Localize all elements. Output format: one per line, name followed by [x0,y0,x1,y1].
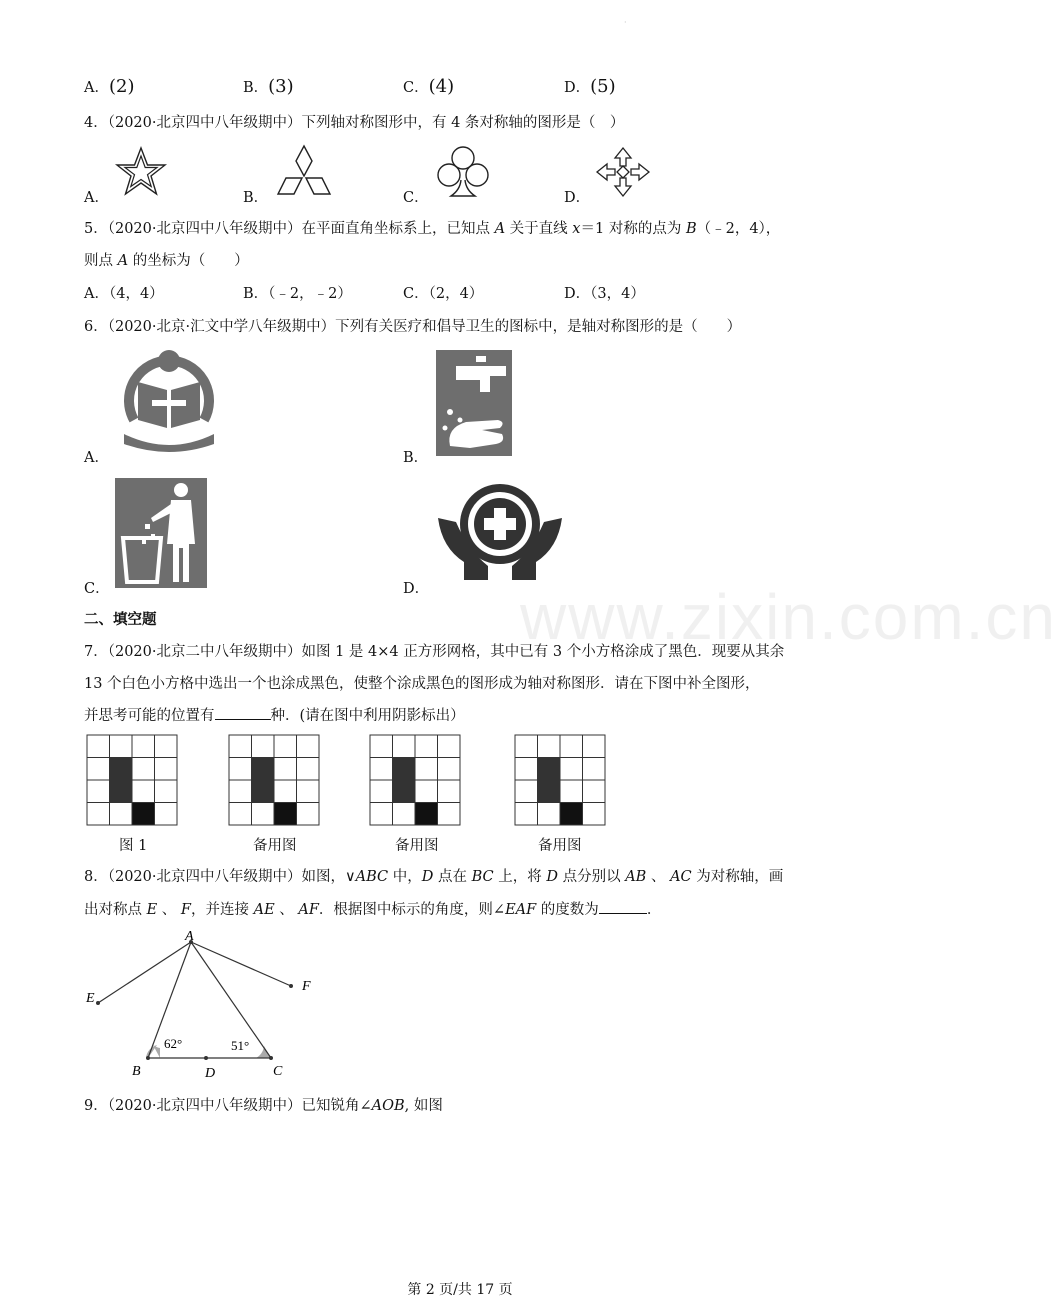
q8-angle-eaf: ∠EAF [492,902,537,918]
q8-period: ． [646,902,662,918]
q9-text-2: , 如图 [404,1098,443,1114]
grid-figure-3 [369,734,463,828]
q5-option-c: C．（2，4） [403,286,484,302]
q8-text-5: 点分别以 [557,869,626,885]
q8-seg-ac: AC [670,869,692,885]
q3-option-a: A．(2) [84,76,135,97]
club-figure [434,144,492,200]
q8-line1 [84,865,783,886]
q5-text-3: ＝1 对称的点为 [580,221,686,237]
medical-cross-hands-icon [434,478,566,588]
grid-caption-2: 备用图 [253,838,297,854]
q8-sep-3: 、 [274,902,299,918]
label-e: E [86,991,95,1006]
header-dot: · [624,18,627,27]
q8-point-e: E [146,902,158,918]
q6-option-c-label: C． [84,581,110,597]
grid-figure-2 [228,734,322,828]
q8-point-d-2: D [546,869,558,885]
label-d: D [205,1066,216,1081]
q8-point-d: D [421,869,434,885]
triangle-figure [80,924,330,1082]
watermark: www.zixin.com.cn [520,581,1057,653]
q9-text-1: 9．（2020·北京四中八年级期中）已知锐角 [84,1098,360,1114]
label-f: F [302,979,311,994]
q8-text-7: 出对称点 [84,902,147,918]
q7-line2: 13 个白色小方格中选出一个也涂成黑色，使整个涂成黑色的图形成为轴对称图形．请在下图中补全图形， [84,676,760,692]
grid-caption-1: 图 1 [119,838,148,854]
q7-line1: 7．（2020·北京二中八年级期中）如图 1 是 4×4 正方形网格，其中已有 3 个小方格涂成了黑色．现要从其余 [84,644,785,660]
q7-answer-blank[interactable] [215,705,271,720]
q3-option-b: B．(3) [243,76,294,97]
q8-seg-ae: AE [253,902,275,918]
q8-line2 [84,898,661,919]
q8-seg-ab: AB [625,869,647,885]
q9-stem [84,1094,443,1115]
q8-text-4: 上，将 [493,869,547,885]
q3-option-c: C．(4) [403,76,455,97]
q8-point-f: F [180,902,191,918]
q8-text-3: 点在 [433,869,472,885]
triangle-symbol: ∨ [345,869,356,885]
label-c: C [273,1064,283,1079]
q6-option-d-label: D． [403,581,430,597]
q5-text-6: 的坐标为（ ） [128,253,249,269]
q8-text-1: 8．（2020·北京四中八年级期中）如图， [84,869,345,885]
q8-text-8: ，并连接 [190,902,254,918]
label-a: A [185,929,194,944]
q4-option-d-label: D． [564,190,591,206]
q8-triangle-name: ABC [355,869,389,885]
grid-figure-1 [86,734,180,828]
q3-option-d: D．(5) [564,76,616,97]
q4-option-c-label: C． [403,190,429,206]
q5-point-b: B [685,221,697,237]
grid-caption-4: 备用图 [538,838,582,854]
q5-text-4: （﹣2，4）， [696,221,781,237]
q6-option-a-label: A． [84,450,109,466]
q8-text-6: 为对称轴，画 [691,869,784,885]
q8-sep-2: 、 [157,902,181,918]
trash-bin-icon [115,478,207,588]
q8-sep-1: 、 [646,869,671,885]
label-b: B [132,1064,141,1079]
q5-point-a: A [494,221,506,237]
q5-point-a-2: A [117,253,129,269]
q8-seg-bc: BC [471,869,494,885]
reading-icon [118,348,220,454]
label-angle-b: 62° [164,1036,183,1051]
star-figure [112,146,170,198]
q5-text-1: 5．（2020·北京四中八年级期中）在平面直角坐标系上，已知点 [84,221,495,237]
q7-line3 [84,704,465,725]
section-title: 二、填空题 [84,612,157,628]
q5-option-d: D．（3，4） [564,286,645,302]
q8-text-2: 中， [388,869,422,885]
grid-figure-4 [514,734,608,828]
q7-line3-post: 种．(请在图中利用阴影标出） [270,708,465,724]
q4-stem: 4．（2020·北京四中八年级期中）下列轴对称图形中，有 4 条对称轴的图形是（ ） [84,115,625,131]
handwash-icon [436,350,512,456]
q8-answer-blank[interactable] [599,899,647,914]
four-arrow-figure [594,146,652,198]
label-angle-c: 51° [231,1038,250,1053]
q5-option-b: B．（﹣2，﹣2） [243,286,352,302]
page-footer: 第 2 页/共 17 页 [407,1282,513,1298]
q5-text-5: 则点 [84,253,118,269]
q9-angle: ∠AOB [359,1098,405,1114]
grid-caption-3: 备用图 [395,838,439,854]
q5-stem-line2 [84,249,249,270]
q4-option-a-label: A． [84,190,109,206]
q8-seg-af: AF [298,902,319,918]
three-diamond-figure [274,144,334,200]
q5-option-a: A．（4，4） [84,286,164,302]
q5-text-2: 关于直线 [505,221,573,237]
q5-stem-line1 [84,217,780,238]
q4-option-b-label: B． [243,190,269,206]
q7-line3-pre: 并思考可能的位置有 [84,708,215,724]
q8-text-9: ．根据图中标示的角度，则 [318,902,493,918]
q6-option-b-label: B． [403,450,429,466]
q6-stem: 6．（2020·北京·汇文中学八年级期中）下列有关医疗和倡导卫生的图标中，是轴对称图形的是（ ） [84,319,742,335]
q8-text-10: 的度数为 [536,902,599,918]
q5-var-x: x [572,221,581,237]
